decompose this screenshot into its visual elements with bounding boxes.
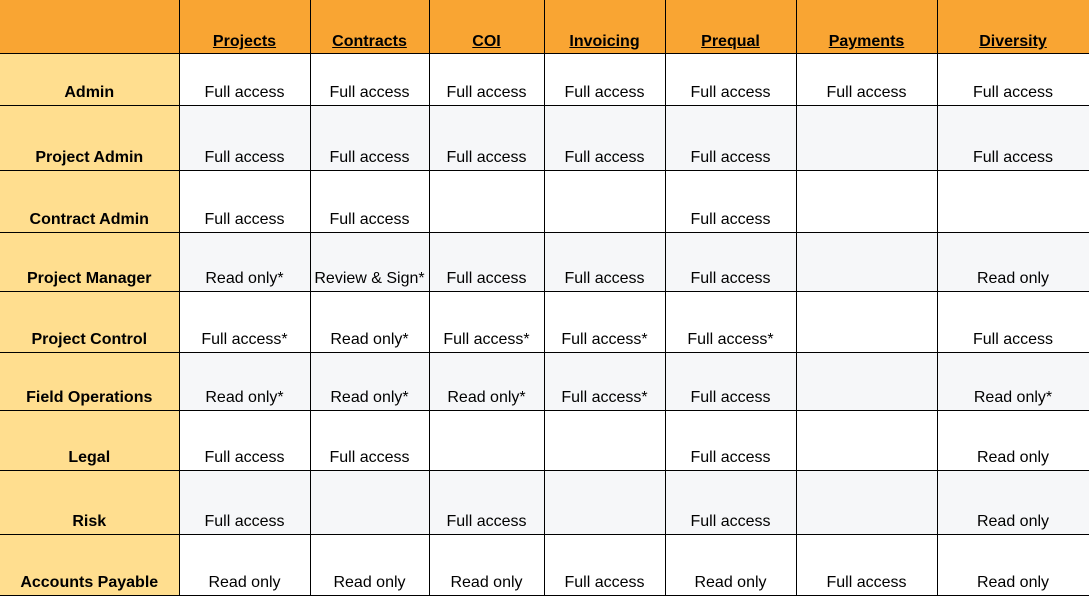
column-header-payments: Payments — [796, 0, 937, 54]
table-row — [0, 106, 1089, 171]
permission-cell: Full access — [179, 171, 310, 233]
column-header-projects: Projects — [179, 0, 310, 54]
permission-cell: Read only — [937, 233, 1089, 292]
table-row — [0, 233, 1089, 292]
role-label: Risk — [0, 471, 179, 535]
table-row — [0, 353, 1089, 411]
permission-cell: Full access* — [544, 353, 665, 411]
permission-cell: Read only — [310, 535, 429, 596]
permission-cell: Read only* — [179, 233, 310, 292]
permission-cell: Read only — [937, 535, 1089, 596]
table-row — [0, 54, 1089, 106]
permission-cell: Full access — [179, 411, 310, 471]
permission-cell: Read only — [937, 471, 1089, 535]
permission-cell: Full access — [665, 106, 796, 171]
permission-cell: Full access — [665, 54, 796, 106]
permission-cell: Read only* — [310, 292, 429, 353]
permission-cell: Read only — [429, 535, 544, 596]
permission-cell: Read only — [665, 535, 796, 596]
role-label: Project Manager — [0, 233, 179, 292]
permission-cell — [796, 471, 937, 535]
permission-cell: Full access — [544, 106, 665, 171]
table-row — [0, 171, 1089, 233]
permission-cell: Full access — [665, 411, 796, 471]
permission-cell — [796, 411, 937, 471]
permission-cell — [796, 292, 937, 353]
permission-cell — [310, 471, 429, 535]
role-label: Project Admin — [0, 106, 179, 171]
permission-cell: Full access — [665, 233, 796, 292]
column-header-invoicing: Invoicing — [544, 0, 665, 54]
table-row — [0, 292, 1089, 353]
permission-cell: Full access — [544, 54, 665, 106]
permission-cell: Full access — [665, 171, 796, 233]
role-label: Field Operations — [0, 353, 179, 411]
permission-cell: Full access — [429, 471, 544, 535]
role-label: Legal — [0, 411, 179, 471]
permission-cell: Full access — [937, 106, 1089, 171]
permission-cell: Read only — [937, 411, 1089, 471]
column-header-contracts: Contracts — [310, 0, 429, 54]
permission-cell — [429, 171, 544, 233]
permission-cell: Full access — [544, 535, 665, 596]
permission-cell: Full access — [937, 54, 1089, 106]
permission-cell: Read only* — [179, 353, 310, 411]
role-label: Project Control — [0, 292, 179, 353]
permission-cell: Full access* — [179, 292, 310, 353]
permission-cell: Full access — [310, 171, 429, 233]
permission-cell: Full access* — [544, 292, 665, 353]
permission-cell: Full access* — [665, 292, 796, 353]
table-row — [0, 411, 1089, 471]
column-header-diversity: Diversity — [937, 0, 1089, 54]
permission-cell: Read only* — [310, 353, 429, 411]
permission-cell: Full access — [665, 471, 796, 535]
header-corner — [0, 0, 179, 54]
permission-cell: Full access* — [429, 292, 544, 353]
permission-cell: Full access — [179, 54, 310, 106]
role-label: Admin — [0, 54, 179, 106]
role-label: Contract Admin — [0, 171, 179, 233]
permission-cell: Full access — [796, 535, 937, 596]
permission-cell: Read only* — [937, 353, 1089, 411]
permission-cell: Full access — [310, 54, 429, 106]
permission-cell — [796, 233, 937, 292]
permission-cell — [544, 471, 665, 535]
permission-cell: Review & Sign* — [310, 233, 429, 292]
permission-cell: Full access — [665, 353, 796, 411]
permission-cell — [544, 171, 665, 233]
permission-cell: Full access — [796, 54, 937, 106]
permission-cell — [544, 411, 665, 471]
permission-cell — [796, 353, 937, 411]
column-header-coi: COI — [429, 0, 544, 54]
permission-cell: Full access — [310, 106, 429, 171]
header-row — [0, 0, 1089, 54]
permission-cell: Full access — [429, 54, 544, 106]
table-row — [0, 535, 1089, 596]
table-row — [0, 471, 1089, 535]
permission-cell: Full access — [937, 292, 1089, 353]
role-label: Accounts Payable — [0, 535, 179, 596]
permission-cell: Read only* — [429, 353, 544, 411]
permission-cell: Full access — [179, 106, 310, 171]
permission-cell: Full access — [544, 233, 665, 292]
permission-cell: Read only — [179, 535, 310, 596]
permission-cell — [796, 171, 937, 233]
permission-cell: Full access — [310, 411, 429, 471]
permission-cell: Full access — [429, 233, 544, 292]
permission-cell: Full access — [429, 106, 544, 171]
permission-cell — [796, 106, 937, 171]
permission-cell — [429, 411, 544, 471]
permission-cell — [937, 171, 1089, 233]
column-header-prequal: Prequal — [665, 0, 796, 54]
permission-cell: Full access — [179, 471, 310, 535]
